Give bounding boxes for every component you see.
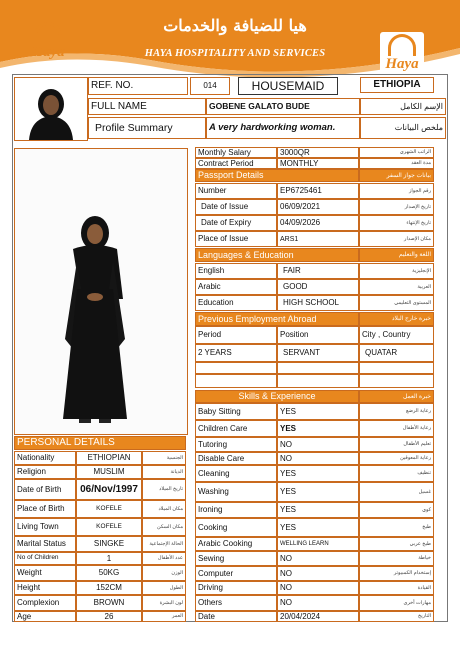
- employment-col-period: Period: [195, 326, 277, 344]
- personal-arabic: الوزن: [142, 565, 186, 581]
- skill-value: YES: [277, 420, 359, 437]
- personal-value: BROWN: [76, 595, 142, 611]
- skill-arabic: رعاية الرضع: [359, 403, 434, 420]
- personal-label: Age: [14, 611, 76, 622]
- skill-arabic: رعاية الأطفال: [359, 420, 434, 437]
- personal-label: Place of Birth: [14, 500, 76, 518]
- english-arabic: الإنجليزية: [359, 263, 434, 279]
- skill-value: YES: [277, 465, 359, 482]
- personal-label: Religion: [14, 465, 76, 479]
- skill-value: YES: [277, 502, 359, 518]
- personal-label: Weight: [14, 565, 76, 581]
- english-value: FAIR: [277, 263, 359, 279]
- contract-arabic: مدة العقد: [359, 158, 434, 169]
- personal-label: Marital Status: [14, 536, 76, 552]
- personal-arabic: العمر: [142, 611, 186, 622]
- employment-empty-cell: [195, 362, 277, 374]
- skill-value: NO: [277, 551, 359, 566]
- skill-value: NO: [277, 595, 359, 611]
- skill-label: Computer: [195, 566, 277, 581]
- education-arabic: المستوى التعليمي: [359, 295, 434, 311]
- skill-arabic: كوي: [359, 502, 434, 518]
- skill-arabic: مهارات أخرى: [359, 595, 434, 611]
- ref-no-value: 014: [190, 77, 230, 95]
- personal-label: Living Town: [14, 518, 76, 536]
- languages-heading-arabic: اللغة والتعليم: [359, 248, 434, 262]
- personal-arabic: الطول: [142, 581, 186, 595]
- skill-label: Date: [195, 611, 277, 622]
- skill-label: Sewing: [195, 551, 277, 566]
- passport-heading-arabic: بيانات جواز السفر: [359, 169, 434, 182]
- profile-summary-value: A very hardworking woman.: [206, 117, 360, 139]
- company-title-arabic: هيا للضيافة والخدمات: [163, 16, 307, 35]
- skill-label: Disable Care: [195, 452, 277, 465]
- skill-value: NO: [277, 566, 359, 581]
- personal-arabic: عدد الأطفال: [142, 552, 186, 565]
- passport-number-value: EP6725461: [277, 183, 359, 199]
- country-value: ETHIOPIA: [360, 77, 434, 93]
- employment-empty-cell: [277, 362, 359, 374]
- education-value: HIGH SCHOOL: [277, 295, 359, 311]
- portrait-photo: [14, 77, 88, 141]
- employment-position-value: SERVANT: [277, 344, 359, 362]
- profile-summary-label: Profile Summary: [88, 117, 206, 139]
- skill-value: YES: [277, 403, 359, 420]
- place-of-issue-value: ARS1: [277, 231, 359, 247]
- arabic-label: Arabic: [195, 279, 277, 295]
- employment-empty-cell: [277, 374, 359, 388]
- personal-arabic: الديانة: [142, 465, 186, 479]
- personal-value: ETHIOPIAN: [76, 451, 142, 465]
- full-name-value: GOBENE GALATO BUDE: [206, 98, 360, 115]
- english-label: English: [195, 263, 277, 279]
- personal-value: MUSLIM: [76, 465, 142, 479]
- place-of-issue-label: Place of Issue: [195, 231, 277, 247]
- skill-label: Children Care: [195, 420, 277, 437]
- expiry-date-label: Date of Expiry: [195, 215, 277, 231]
- salary-arabic: الراتب الشهري: [359, 147, 434, 158]
- skill-arabic: تعليم الأطفال: [359, 437, 434, 452]
- salary-label: Monthly Salary: [195, 147, 277, 158]
- skills-heading: Skills & Experience: [195, 390, 359, 403]
- employment-empty-cell: [195, 374, 277, 388]
- personal-label: Complexion: [14, 595, 76, 611]
- personal-value: 06/Nov/1997: [76, 479, 142, 500]
- personal-label: Date of Birth: [14, 479, 76, 500]
- passport-number-arabic: رقم الجواز: [359, 183, 434, 199]
- personal-arabic: لون البشرة: [142, 595, 186, 611]
- personal-details-heading: PERSONAL DETAILS: [14, 436, 186, 450]
- full-body-photo: [14, 148, 188, 435]
- employment-heading-arabic: خبرة خارج البلاد: [359, 312, 434, 326]
- issue-date-arabic: تاريخ الإصدار: [359, 199, 434, 215]
- skill-value: WELLING LEARN: [277, 537, 359, 551]
- skill-arabic: طبخ عربي: [359, 537, 434, 551]
- contract-value: MONTHLY: [277, 158, 359, 169]
- personal-arabic: تاريخ الميلاد: [142, 479, 186, 500]
- personal-label: Nationality: [14, 451, 76, 465]
- skill-arabic: تنظيف: [359, 465, 434, 482]
- ref-no-label: REF. NO.: [88, 77, 188, 95]
- skill-label: Cooking: [195, 518, 277, 537]
- education-label: Education: [195, 295, 277, 311]
- employment-period-value: 2 YEARS: [195, 344, 277, 362]
- skill-label: Cleaning: [195, 465, 277, 482]
- skill-arabic: رعاية المعوقين: [359, 452, 434, 465]
- employment-empty-cell: [359, 374, 434, 388]
- personal-value: KOFELE: [76, 518, 142, 536]
- issue-date-value: 06/09/2021: [277, 199, 359, 215]
- personal-value: 50KG: [76, 565, 142, 581]
- employment-heading: Previous Employment Abroad: [195, 312, 359, 326]
- skill-label: Washing: [195, 482, 277, 502]
- skill-value: YES: [277, 482, 359, 502]
- personal-arabic: الجنسية: [142, 451, 186, 465]
- skill-arabic: القيادة: [359, 581, 434, 595]
- haya-logo-left: Haya: [28, 22, 68, 66]
- skill-arabic: طبخ: [359, 518, 434, 537]
- skill-value: 20/04/2024: [277, 611, 359, 622]
- skill-arabic: غسيل: [359, 482, 434, 502]
- skill-label: Arabic Cooking: [195, 537, 277, 551]
- place-of-issue-arabic: مكان الإصدار: [359, 231, 434, 247]
- personal-value: KOFELE: [76, 500, 142, 518]
- personal-arabic: الحالة الإجتماعية: [142, 536, 186, 552]
- arabic-arabic: العربية: [359, 279, 434, 295]
- skill-value: YES: [277, 518, 359, 537]
- arabic-value: GOOD: [277, 279, 359, 295]
- personal-label: No of Children: [14, 552, 76, 565]
- salary-value: 3000QR: [277, 147, 359, 158]
- passport-heading: Passport Details: [195, 169, 359, 182]
- expiry-date-value: 04/09/2026: [277, 215, 359, 231]
- skill-value: NO: [277, 437, 359, 452]
- employment-col-position: Position: [277, 326, 359, 344]
- skills-heading-arabic: خبرة العمل: [359, 390, 434, 403]
- employment-country-value: QUATAR: [359, 344, 434, 362]
- personal-value: 152CM: [76, 581, 142, 595]
- employment-col-city-country: City , Country: [359, 326, 434, 344]
- position-value: HOUSEMAID: [238, 77, 338, 95]
- skill-label: Ironing: [195, 502, 277, 518]
- skill-label: Baby Sitting: [195, 403, 277, 420]
- full-name-arabic: الإسم الكامل: [360, 98, 446, 115]
- contract-label: Contract Period: [195, 158, 277, 169]
- personal-value: 1: [76, 552, 142, 565]
- company-title-english: HAYA HOSPITALITY AND SERVICES: [144, 48, 326, 59]
- expiry-date-arabic: تاريخ الإنتهاء: [359, 215, 434, 231]
- personal-arabic: مكان السكن: [142, 518, 186, 536]
- personal-label: Height: [14, 581, 76, 595]
- skill-arabic: خياطة: [359, 551, 434, 566]
- haya-logo-right: Haya: [380, 32, 424, 80]
- personal-value: 26: [76, 611, 142, 622]
- skill-arabic: إستخدام الكمبيوتر: [359, 566, 434, 581]
- personal-value: SINGKE: [76, 536, 142, 552]
- skill-arabic: التاريخ: [359, 611, 434, 622]
- skill-value: NO: [277, 581, 359, 595]
- issue-date-label: Date of Issue: [195, 199, 277, 215]
- passport-number-label: Number: [195, 183, 277, 199]
- employment-empty-cell: [359, 362, 434, 374]
- languages-heading: Languages & Education: [195, 248, 359, 262]
- skill-label: Tutoring: [195, 437, 277, 452]
- personal-arabic: مكان الميلاد: [142, 500, 186, 518]
- profile-summary-arabic: ملخص البيانات: [360, 117, 446, 139]
- full-name-label: FULL NAME: [88, 98, 206, 115]
- skill-label: Others: [195, 595, 277, 611]
- skill-value: NO: [277, 452, 359, 465]
- skill-label: Driving: [195, 581, 277, 595]
